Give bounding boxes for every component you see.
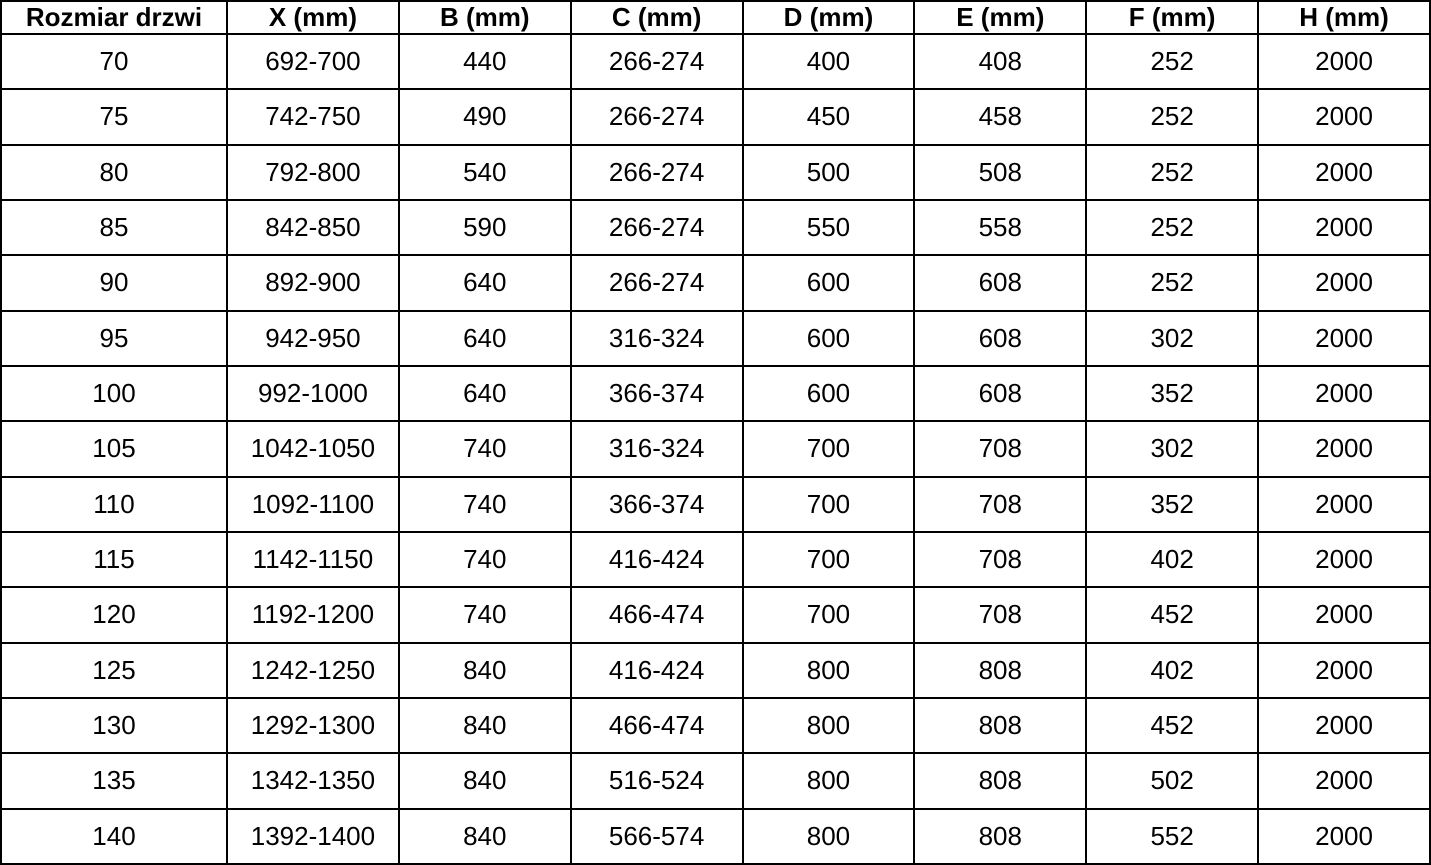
table-cell: 640	[399, 255, 571, 310]
table-cell: 558	[914, 200, 1086, 255]
table-cell: 316-324	[571, 421, 743, 476]
table-cell: 352	[1086, 477, 1258, 532]
table-cell: 992-1000	[227, 366, 399, 421]
table-cell: 700	[743, 421, 915, 476]
table-cell: 252	[1086, 89, 1258, 144]
table-row	[1, 643, 1430, 698]
table-row	[1, 89, 1430, 144]
table-cell: 105	[1, 421, 227, 476]
table-cell: 458	[914, 89, 1086, 144]
table-cell: 1142-1150	[227, 532, 399, 587]
table-cell: 2000	[1258, 643, 1430, 698]
table-cell: 840	[399, 809, 571, 864]
table-cell: 740	[399, 587, 571, 642]
column-header: E (mm)	[914, 1, 1086, 34]
table-cell: 1292-1300	[227, 698, 399, 753]
column-header: H (mm)	[1258, 1, 1430, 34]
table-cell: 302	[1086, 311, 1258, 366]
table-cell: 266-274	[571, 145, 743, 200]
table-cell: 416-424	[571, 643, 743, 698]
table-cell: 842-850	[227, 200, 399, 255]
table-cell: 808	[914, 809, 1086, 864]
table-cell: 90	[1, 255, 227, 310]
table-cell: 130	[1, 698, 227, 753]
table-cell: 1092-1100	[227, 477, 399, 532]
table-cell: 1192-1200	[227, 587, 399, 642]
table-cell: 2000	[1258, 753, 1430, 808]
table-cell: 1042-1050	[227, 421, 399, 476]
table-cell: 2000	[1258, 587, 1430, 642]
table-row	[1, 809, 1430, 864]
table-cell: 608	[914, 255, 1086, 310]
column-header: F (mm)	[1086, 1, 1258, 34]
table-cell: 840	[399, 643, 571, 698]
table-cell: 402	[1086, 643, 1258, 698]
table-cell: 440	[399, 34, 571, 89]
table-cell: 740	[399, 477, 571, 532]
table-cell: 600	[743, 366, 915, 421]
table-head	[1, 1, 1430, 34]
table-cell: 95	[1, 311, 227, 366]
column-header: B (mm)	[399, 1, 571, 34]
table-cell: 252	[1086, 34, 1258, 89]
table-cell: 120	[1, 587, 227, 642]
table-cell: 2000	[1258, 477, 1430, 532]
table-cell: 2000	[1258, 145, 1430, 200]
table-cell: 252	[1086, 255, 1258, 310]
table-cell: 140	[1, 809, 227, 864]
table-row	[1, 532, 1430, 587]
table-cell: 1342-1350	[227, 753, 399, 808]
table-cell: 452	[1086, 587, 1258, 642]
table-row	[1, 311, 1430, 366]
table-cell: 516-524	[571, 753, 743, 808]
table-body	[1, 34, 1430, 864]
table-row	[1, 200, 1430, 255]
table-cell: 2000	[1258, 34, 1430, 89]
table-cell: 466-474	[571, 698, 743, 753]
table-cell: 892-900	[227, 255, 399, 310]
table-cell: 808	[914, 753, 1086, 808]
table-cell: 266-274	[571, 34, 743, 89]
table-cell: 800	[743, 809, 915, 864]
table-cell: 700	[743, 477, 915, 532]
table-cell: 466-474	[571, 587, 743, 642]
table-cell: 70	[1, 34, 227, 89]
table-cell: 266-274	[571, 200, 743, 255]
table-cell: 502	[1086, 753, 1258, 808]
table-cell: 252	[1086, 200, 1258, 255]
table-cell: 366-374	[571, 366, 743, 421]
table-cell: 840	[399, 698, 571, 753]
table-header-row	[1, 1, 1430, 34]
table-row	[1, 753, 1430, 808]
table-cell: 590	[399, 200, 571, 255]
table-cell: 608	[914, 366, 1086, 421]
table-cell: 408	[914, 34, 1086, 89]
table-cell: 115	[1, 532, 227, 587]
table-cell: 252	[1086, 145, 1258, 200]
table-cell: 2000	[1258, 809, 1430, 864]
table-cell: 302	[1086, 421, 1258, 476]
table-cell: 316-324	[571, 311, 743, 366]
table-cell: 640	[399, 366, 571, 421]
table-cell: 700	[743, 587, 915, 642]
table-row	[1, 255, 1430, 310]
table-cell: 2000	[1258, 421, 1430, 476]
table-cell: 808	[914, 643, 1086, 698]
table-cell: 808	[914, 698, 1086, 753]
column-header: D (mm)	[743, 1, 915, 34]
table-cell: 708	[914, 587, 1086, 642]
table-cell: 110	[1, 477, 227, 532]
table-cell: 2000	[1258, 366, 1430, 421]
table-cell: 792-800	[227, 145, 399, 200]
table-cell: 1392-1400	[227, 809, 399, 864]
table-cell: 80	[1, 145, 227, 200]
table-cell: 550	[743, 200, 915, 255]
table-row	[1, 698, 1430, 753]
table-cell: 708	[914, 532, 1086, 587]
table-cell: 266-274	[571, 255, 743, 310]
column-header: Rozmiar drzwi	[1, 1, 227, 34]
table-cell: 2000	[1258, 200, 1430, 255]
table-cell: 2000	[1258, 255, 1430, 310]
table-cell: 490	[399, 89, 571, 144]
table-cell: 800	[743, 643, 915, 698]
table-cell: 266-274	[571, 89, 743, 144]
table-cell: 540	[399, 145, 571, 200]
table-cell: 2000	[1258, 311, 1430, 366]
table-cell: 640	[399, 311, 571, 366]
table-cell: 402	[1086, 532, 1258, 587]
table-cell: 600	[743, 311, 915, 366]
table-cell: 452	[1086, 698, 1258, 753]
table-cell: 552	[1086, 809, 1258, 864]
table-cell: 85	[1, 200, 227, 255]
table-cell: 740	[399, 421, 571, 476]
table-cell: 742-750	[227, 89, 399, 144]
table-cell: 840	[399, 753, 571, 808]
table-cell: 692-700	[227, 34, 399, 89]
table-cell: 508	[914, 145, 1086, 200]
table-cell: 2000	[1258, 698, 1430, 753]
table-cell: 400	[743, 34, 915, 89]
table-cell: 366-374	[571, 477, 743, 532]
table-cell: 800	[743, 753, 915, 808]
table-row	[1, 145, 1430, 200]
table-cell: 2000	[1258, 532, 1430, 587]
table-row	[1, 477, 1430, 532]
table-cell: 708	[914, 477, 1086, 532]
column-header: C (mm)	[571, 1, 743, 34]
table-cell: 125	[1, 643, 227, 698]
column-header: X (mm)	[227, 1, 399, 34]
table-cell: 1242-1250	[227, 643, 399, 698]
table-cell: 500	[743, 145, 915, 200]
table-cell: 450	[743, 89, 915, 144]
table-cell: 740	[399, 532, 571, 587]
table-row	[1, 366, 1430, 421]
table-cell: 2000	[1258, 89, 1430, 144]
table-cell: 75	[1, 89, 227, 144]
table-row	[1, 587, 1430, 642]
table-row	[1, 421, 1430, 476]
table-row	[1, 34, 1430, 89]
table-cell: 100	[1, 366, 227, 421]
table-cell: 608	[914, 311, 1086, 366]
table-cell: 942-950	[227, 311, 399, 366]
table-cell: 352	[1086, 366, 1258, 421]
table-cell: 416-424	[571, 532, 743, 587]
table-cell: 800	[743, 698, 915, 753]
table-cell: 600	[743, 255, 915, 310]
table-cell: 135	[1, 753, 227, 808]
table-cell: 566-574	[571, 809, 743, 864]
table-cell: 708	[914, 421, 1086, 476]
table-cell: 700	[743, 532, 915, 587]
